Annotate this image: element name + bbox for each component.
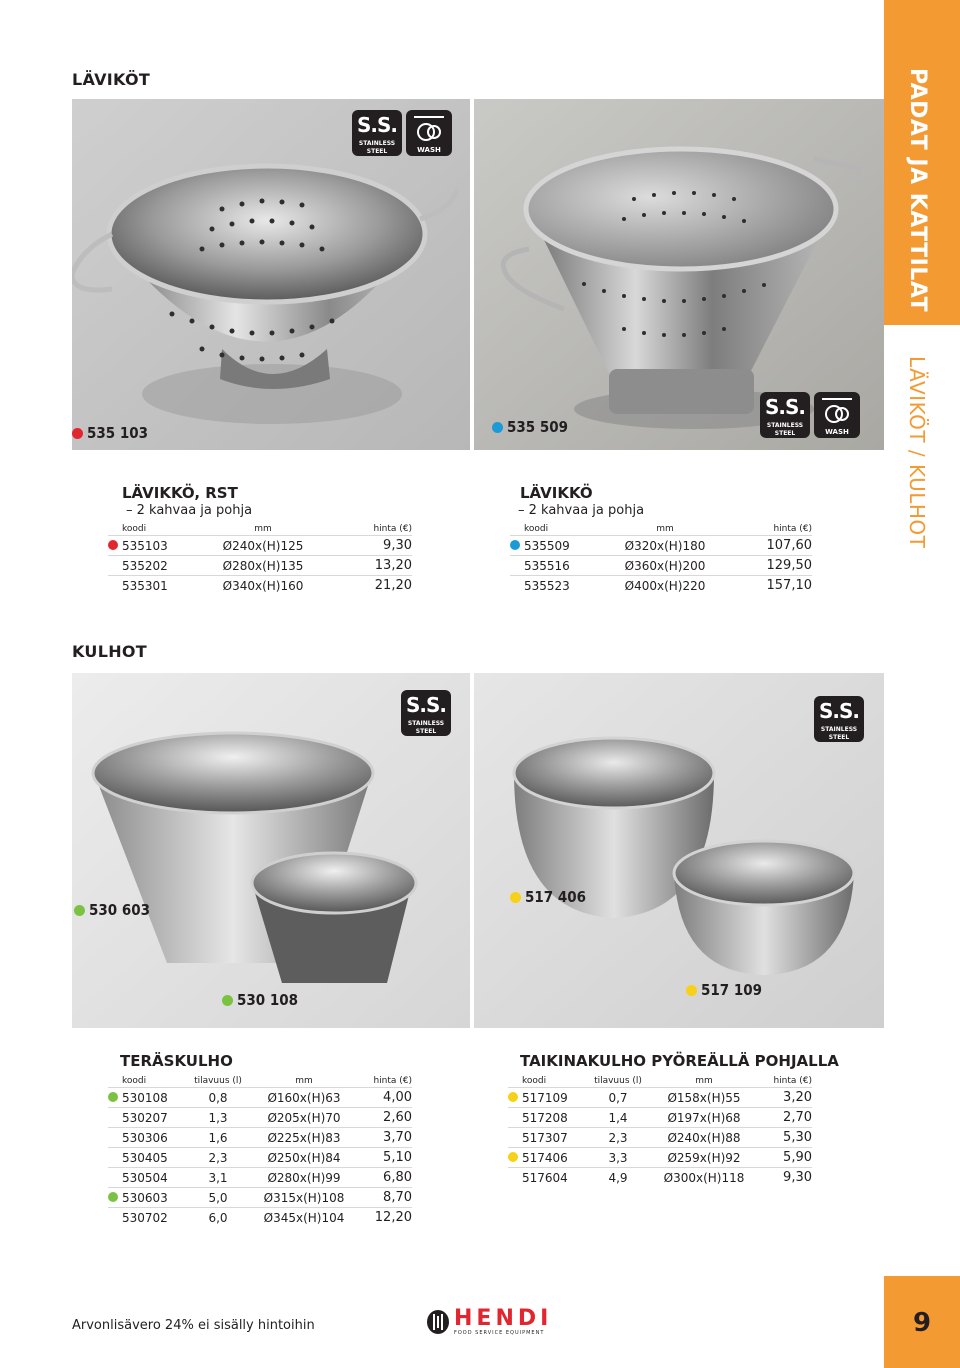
table-row [108,1188,412,1208]
brand-tagline: FOOD SERVICE EQUIPMENT [454,1330,545,1336]
product-volume: 6,0 [180,1208,256,1228]
red-dot-icon [72,428,83,439]
table-row [108,556,412,576]
table-row [108,576,412,596]
stainless-steel-badge: S.S. STAINLESS STEEL [760,392,810,438]
photo-label-535509: 535 509 [492,418,568,436]
product-volume: 1,4 [580,1108,656,1128]
product-price: 21,20 [318,576,412,596]
product-code: 530504 [108,1168,180,1188]
product-title: TAIKINAKULHO PYÖREÄLLÄ POHJALLA [520,1052,839,1070]
blue-dot-icon [492,422,503,433]
yellow-dot-icon [686,985,697,996]
dishwasher-icon [814,392,860,426]
product-code: 530306 [108,1128,180,1148]
table-row [508,1128,812,1148]
product-price: 9,30 [752,1168,812,1188]
green-dot-icon [108,1092,118,1102]
product-dimensions: Ø315x(H)108 [256,1188,352,1208]
hendi-logo [426,1308,552,1336]
product-dimensions: Ø240x(H)125 [208,536,318,556]
product-price: 5,10 [352,1148,412,1168]
product-dimensions: Ø400x(H)220 [610,576,720,596]
product-volume: 0,7 [580,1088,656,1108]
product-volume: 2,3 [580,1128,656,1148]
product-price: 9,30 [318,536,412,556]
product-dimensions: Ø205x(H)70 [256,1108,352,1128]
product-price: 5,90 [752,1148,812,1168]
product-price: 5,30 [752,1128,812,1148]
product-code: 535509 [510,536,610,556]
product-subtitle: – 2 kahvaa ja pohja [518,503,645,518]
product-dimensions: Ø259x(H)92 [656,1148,752,1168]
product-price: 129,50 [720,556,812,576]
table-row [508,1108,812,1128]
product-price: 2,70 [752,1108,812,1128]
product-price: 4,00 [352,1088,412,1108]
product-code: 517109 [508,1088,580,1108]
product-volume: 5,0 [180,1188,256,1208]
product-code: 517208 [508,1108,580,1128]
table-row [108,1208,412,1228]
product-price: 6,80 [352,1168,412,1188]
table-row [508,1088,812,1108]
brand-name: HENDI [454,1306,553,1331]
product-code: 535103 [108,536,208,556]
product-dimensions: Ø340x(H)160 [208,576,318,596]
product-dimensions: Ø280x(H)135 [208,556,318,576]
product-price: 13,20 [318,556,412,576]
table-row [108,536,412,556]
green-dot-icon [108,1192,118,1202]
product-code: 535523 [510,576,610,596]
spec-table-product4: koodi tilavuus (l) mm hinta (€) 517109 0,7 Ø158x(H)55 3,20 517208 1,4 Ø197x(H)68 2,70 517307 2,3 Ø240x(H)88 5,30 517406 3,3 Ø259x(H)92 5,90 517604 4,9 Ø300x(H)118 9,30 [508,1074,812,1187]
spec-table-product1: koodi mm hinta (€) 535103 Ø240x(H)125 9,30 535202 Ø280x(H)135 13,20 535301 Ø340x(H)160 21,20 [108,522,412,595]
product-price: 12,20 [352,1208,412,1228]
product-volume: 1,6 [180,1128,256,1148]
yellow-dot-icon [508,1152,518,1162]
table-row [510,556,812,576]
product-dimensions: Ø345x(H)104 [256,1208,352,1228]
product-dimensions: Ø300x(H)118 [656,1168,752,1188]
photo-label-530108: 530 108 [222,991,298,1009]
product-dimensions: Ø160x(H)63 [256,1088,352,1108]
product-title: TERÄSKULHO [120,1052,233,1070]
photo-label-530603: 530 603 [74,901,150,919]
stainless-steel-badge: S.S. STAINLESS STEEL [814,696,864,742]
hendi-emblem-icon [426,1309,450,1335]
section-title-lavikot: LÄVIKÖT [72,70,151,89]
product-code: 530207 [108,1108,180,1128]
sidebar-category: PADAT JA KATTILAT [905,68,930,313]
product-price: 3,20 [752,1088,812,1108]
product-dimensions: Ø240x(H)88 [656,1128,752,1148]
dishwasher-icon [406,110,452,144]
sidebar-subcategory: LÄVIKÖT / KULHOT [905,356,929,549]
product-volume: 0,8 [180,1088,256,1108]
product-dimensions: Ø225x(H)83 [256,1128,352,1148]
table-row [108,1088,412,1108]
product-code: 517406 [508,1148,580,1168]
product-dimensions: Ø250x(H)84 [256,1148,352,1168]
product-code: 535516 [510,556,610,576]
page-number: 9 [912,1308,932,1338]
product-price: 8,70 [352,1188,412,1208]
product-price: 3,70 [352,1128,412,1148]
product-volume: 3,3 [580,1148,656,1168]
stainless-steel-badge: S.S. STAINLESS STEEL [401,690,451,736]
section-title-kulhot: KULHOT [72,642,148,661]
product-volume: 4,9 [580,1168,656,1188]
vat-note: Arvonlisävero 24% ei sisälly hintoihin [72,1318,315,1333]
product-price: 107,60 [720,536,812,556]
product-subtitle: – 2 kahvaa ja pohja [126,503,253,518]
product-code: 535202 [108,556,208,576]
dishwasher-safe-badge: WASH [814,392,860,438]
product-title: LÄVIKKÖ [520,484,593,502]
product-price: 2,60 [352,1108,412,1128]
product-code: 517307 [508,1128,580,1148]
table-row [108,1148,412,1168]
photo-label-535103: 535 103 [72,424,148,442]
table-row [510,536,812,556]
table-row [108,1108,412,1128]
product-code: 530405 [108,1148,180,1168]
green-dot-icon [222,995,233,1006]
product-code: 530603 [108,1188,180,1208]
photo-label-517109: 517 109 [686,981,762,999]
product-code: 530702 [108,1208,180,1228]
spec-table-product3: koodi tilavuus (l) mm hinta (€) 530108 0,8 Ø160x(H)63 4,00 530207 1,3 Ø205x(H)70 2,60 530306 1,6 Ø225x(H)83 3,70 530405 2,3 Ø250x(H)84 5,10 530504 3,1 Ø280x(H)99 6,80 530603 5,0 Ø315x(H)108 8,70 530702 6,0 Ø345x(H)104 12,20 [108,1074,412,1227]
green-dot-icon [74,905,85,916]
product-title: LÄVIKKÖ, RST [122,484,238,502]
blue-dot-icon [510,540,520,550]
table-row [108,1128,412,1148]
product-code: 530108 [108,1088,180,1108]
yellow-dot-icon [508,1092,518,1102]
product-dimensions: Ø197x(H)68 [656,1108,752,1128]
product-volume: 1,3 [180,1108,256,1128]
product-dimensions: Ø320x(H)180 [610,536,720,556]
stainless-steel-badge: S.S. STAINLESS STEEL [352,110,402,156]
photo-label-517406: 517 406 [510,888,586,906]
product-code: 535301 [108,576,208,596]
table-row [508,1148,812,1168]
product-volume: 3,1 [180,1168,256,1188]
product-dimensions: Ø360x(H)200 [610,556,720,576]
product-code: 517604 [508,1168,580,1188]
product-price: 157,10 [720,576,812,596]
red-dot-icon [108,540,118,550]
table-row [108,1168,412,1188]
yellow-dot-icon [510,892,521,903]
product-dimensions: Ø158x(H)55 [656,1088,752,1108]
spec-table-product2: koodi mm hinta (€) 535509 Ø320x(H)180 107,60 535516 Ø360x(H)200 129,50 535523 Ø400x(H)220 157,10 [510,522,812,595]
product-volume: 2,3 [180,1148,256,1168]
dishwasher-safe-badge: WASH [406,110,452,156]
table-row [508,1168,812,1188]
table-row [510,576,812,596]
product-dimensions: Ø280x(H)99 [256,1168,352,1188]
